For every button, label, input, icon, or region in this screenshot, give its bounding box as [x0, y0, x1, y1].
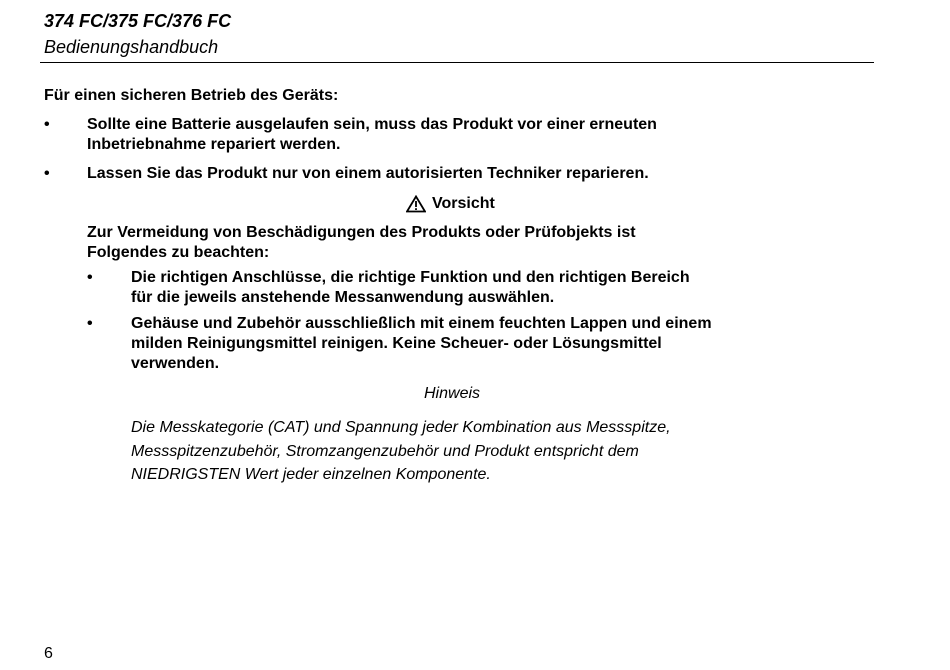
- bullet-text: [87, 164, 649, 184]
- bullet-line: Gehäuse und Zubehör ausschließlich mit einem feuchten Lappen und einem: [131, 315, 712, 332]
- caution-intro-line: Folgendes zu beachten:: [87, 244, 270, 261]
- safety-intro: Für einen sicheren Betrieb des Geräts:: [44, 87, 339, 104]
- document-subtitle: Bedienungshandbuch: [44, 37, 219, 57]
- bullet-dot: •: [44, 116, 50, 133]
- bullet-dot: •: [87, 315, 93, 332]
- note-body: [131, 416, 671, 487]
- bullet-line: Die richtigen Anschlüsse, die richtige Funktion und den richtigen Bereich: [131, 269, 690, 286]
- bullet-dot: •: [87, 269, 93, 286]
- caution-intro: [87, 223, 636, 263]
- bullet-text: [131, 314, 712, 374]
- note-line: NIEDRIGSTEN Wert jeder einzelnen Komponente.: [131, 466, 491, 483]
- bullet-text: [87, 115, 657, 155]
- bullet-text: [131, 268, 690, 308]
- bullet-line: milden Reinigungsmittel reinigen. Keine Scheuer- oder Lösungsmittel: [131, 335, 662, 352]
- note-line: Die Messkategorie (CAT) und Spannung jeder Kombination aus Messspitze,: [131, 419, 671, 436]
- bullet-line: Inbetriebnahme repariert werden.: [87, 136, 341, 153]
- bullet-line: Lassen Sie das Produkt nur von einem autorisierten Techniker reparieren.: [87, 165, 649, 182]
- caution-intro-line: Zur Vermeidung von Beschädigungen des Produkts oder Prüfobjekts ist: [87, 224, 636, 241]
- bullet-line: verwenden.: [131, 355, 220, 372]
- warning-triangle-icon: [406, 195, 426, 213]
- note-line: Messspitzenzubehör, Stromzangenzubehör und Produkt entspricht dem: [131, 442, 639, 460]
- bullet-dot: •: [44, 165, 50, 182]
- caution-title: Vorsicht: [432, 195, 495, 212]
- note-heading: Hinweis: [424, 385, 481, 402]
- document-model-title: 374 FC/375 FC/376 FC: [44, 11, 232, 31]
- caution-heading: [406, 193, 495, 215]
- header-divider: [40, 62, 874, 63]
- page-number: 6: [44, 645, 53, 662]
- bullet-line: Sollte eine Batterie ausgelaufen sein, muss das Produkt vor einer erneuten: [87, 116, 657, 133]
- bullet-line: für die jeweils anstehende Messanwendung auswählen.: [131, 289, 555, 306]
